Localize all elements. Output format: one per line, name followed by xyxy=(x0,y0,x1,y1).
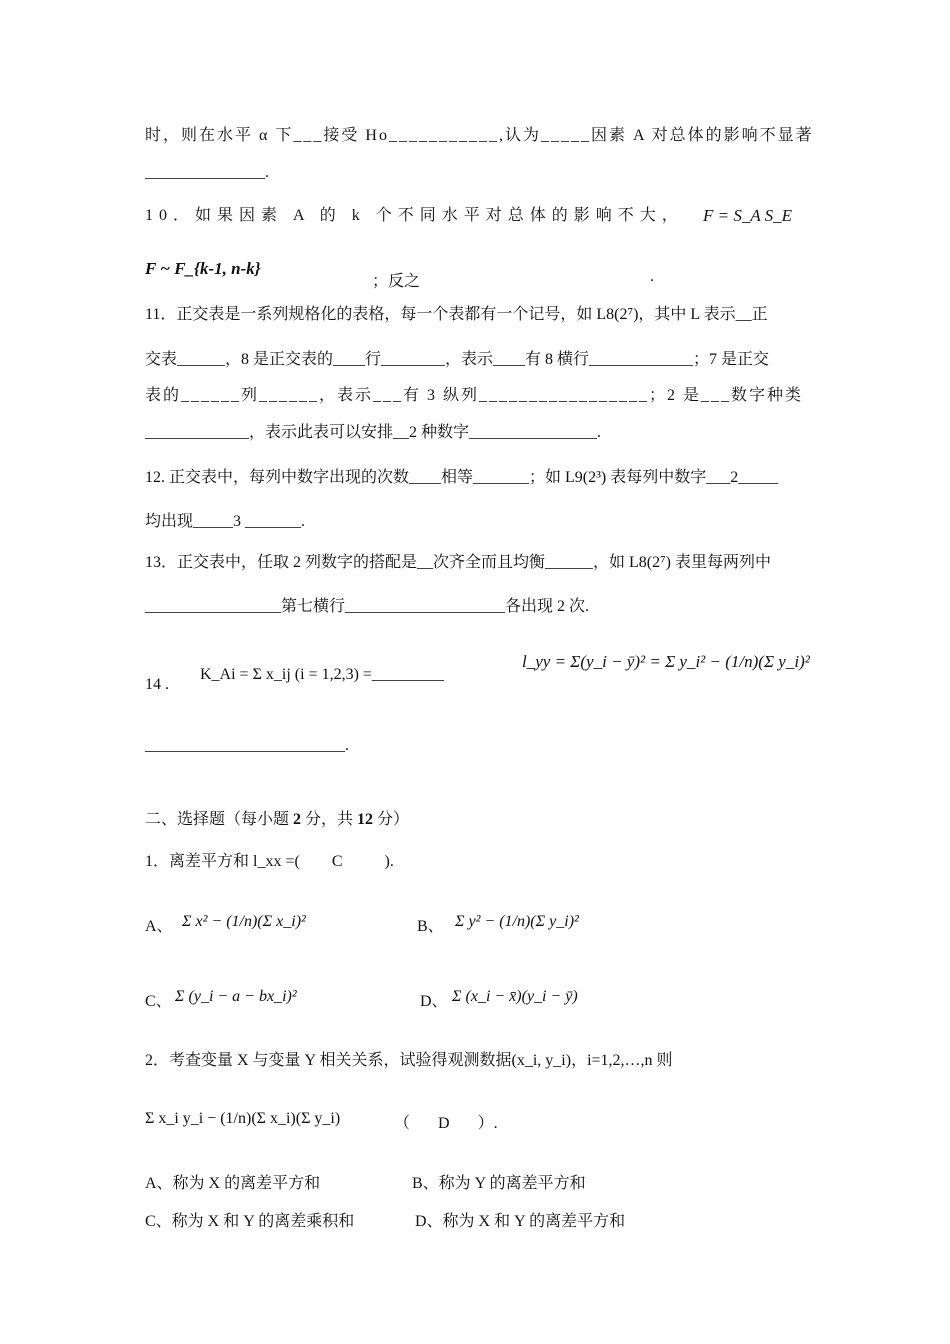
section-heading-mid: 分，共 xyxy=(305,811,354,828)
q12-line1: 12. 正交表中，每列中数字出现的次数____相等_______；如 L9(2³) 表每列中数字___2_____ xyxy=(145,469,779,486)
c1-option-b-label[interactable]: B、 xyxy=(417,918,444,935)
q13-line2: _________________第七横行____________________各出现 2 次. xyxy=(145,598,590,615)
q11-line1: 11．正交表是一系列规格化的表格，每一个表都有一个记号，如 L8(2⁷)，其中 L 表示__正 xyxy=(145,306,768,323)
c2-answer-blank: （ D ）. xyxy=(394,1115,498,1132)
c2-answer: D xyxy=(438,1115,450,1132)
c2-option-d[interactable]: D、称为 X 和 Y 的离差平方和 xyxy=(415,1213,626,1230)
section-heading-suffix: 分） xyxy=(377,811,410,828)
q9-line1: 时，则在水平 α 下___接受 Ho___________,认为_____因素 A 对总体的影响不显著 xyxy=(145,127,814,144)
section-heading-total: 12 xyxy=(357,811,374,828)
q11-line4: _____________，表示此表可以安排__2 种数字________________. xyxy=(145,424,602,441)
section-heading xyxy=(145,810,409,830)
q14-number: 14 . xyxy=(145,676,169,693)
c2-option-b[interactable]: B、称为 Y 的离差平方和 xyxy=(412,1175,586,1192)
c2-option-a[interactable]: A、称为 X 的离差平方和 xyxy=(145,1175,321,1192)
q10-text: 如果因素 A 的 k 个不同水平对总体的影响不大， xyxy=(195,207,684,224)
c1-option-a-formula: Σ x² − (1/n)(Σ x_i)² xyxy=(182,913,306,930)
q10-otherwise: ；反之 xyxy=(372,273,421,290)
c1-answer: C xyxy=(331,853,343,870)
c1-question-text: 1．离差平方和 l_xx =( xyxy=(145,853,300,870)
c2-option-c[interactable]: C、称为 X 和 Y 的离差乘积和 xyxy=(145,1213,355,1230)
c2-question: 2．考查变量 X 与变量 Y 相关关系，试验得观测数据(x_i, y_i)，i=1,2,…,n 则 xyxy=(145,1052,673,1069)
section-heading-score: 2 xyxy=(293,811,302,828)
q11-line3: 表的______列______，表示___有 3 纵列_________________；2 是___数字种类 xyxy=(145,387,804,404)
q11-line2: 交表______，8 是正交表的____行________，表示____有 8 横行_____________；7 是正交 xyxy=(145,351,770,368)
q14-lyy-formula: l_yy = Σ(y_i − ȳ)² = Σ y_i² − (1/n)(Σ y_i)² xyxy=(522,652,810,671)
c1-option-d-label[interactable]: D、 xyxy=(420,993,448,1010)
q10-line1 xyxy=(145,206,684,226)
section-heading-prefix: 二、选择题（每小题 xyxy=(145,811,290,828)
c1-option-c-formula: Σ (y_i − a − bx_i)² xyxy=(175,988,297,1005)
q9-line2: _______________. xyxy=(145,164,269,181)
q14-k-formula: K_Ai = Σ x_ij (i = 1,2,3) =_________ xyxy=(200,666,444,683)
q13-line1: 13．正交表中，任取 2 列数字的搭配是__次齐全而且均衡______，如 L8(2⁷) 表里每两列中 xyxy=(145,554,772,571)
c1-close: ). xyxy=(384,853,394,870)
c1-option-b-formula: Σ y² − (1/n)(Σ y_i)² xyxy=(455,913,579,930)
q10-f-formula: F = S_A S_E xyxy=(703,206,793,225)
q10-number: 10． xyxy=(145,207,196,224)
c1-option-d-formula: Σ (x_i − x̄)(y_i − ȳ) xyxy=(452,988,578,1005)
c1-question xyxy=(145,852,394,872)
c1-option-a-label[interactable]: A、 xyxy=(145,918,173,935)
c2-formula: Σ x_i y_i − (1/n)(Σ x_i)(Σ y_i) xyxy=(145,1110,341,1127)
q10-end: . xyxy=(650,268,654,285)
q12-line2: 均出现_____3 _______. xyxy=(145,513,306,530)
c1-option-c-label[interactable]: C、 xyxy=(145,993,172,1010)
q14-line2: _________________________. xyxy=(145,737,349,754)
q10-f-distribution: F ~ F_{k-1, n-k} xyxy=(145,259,261,278)
